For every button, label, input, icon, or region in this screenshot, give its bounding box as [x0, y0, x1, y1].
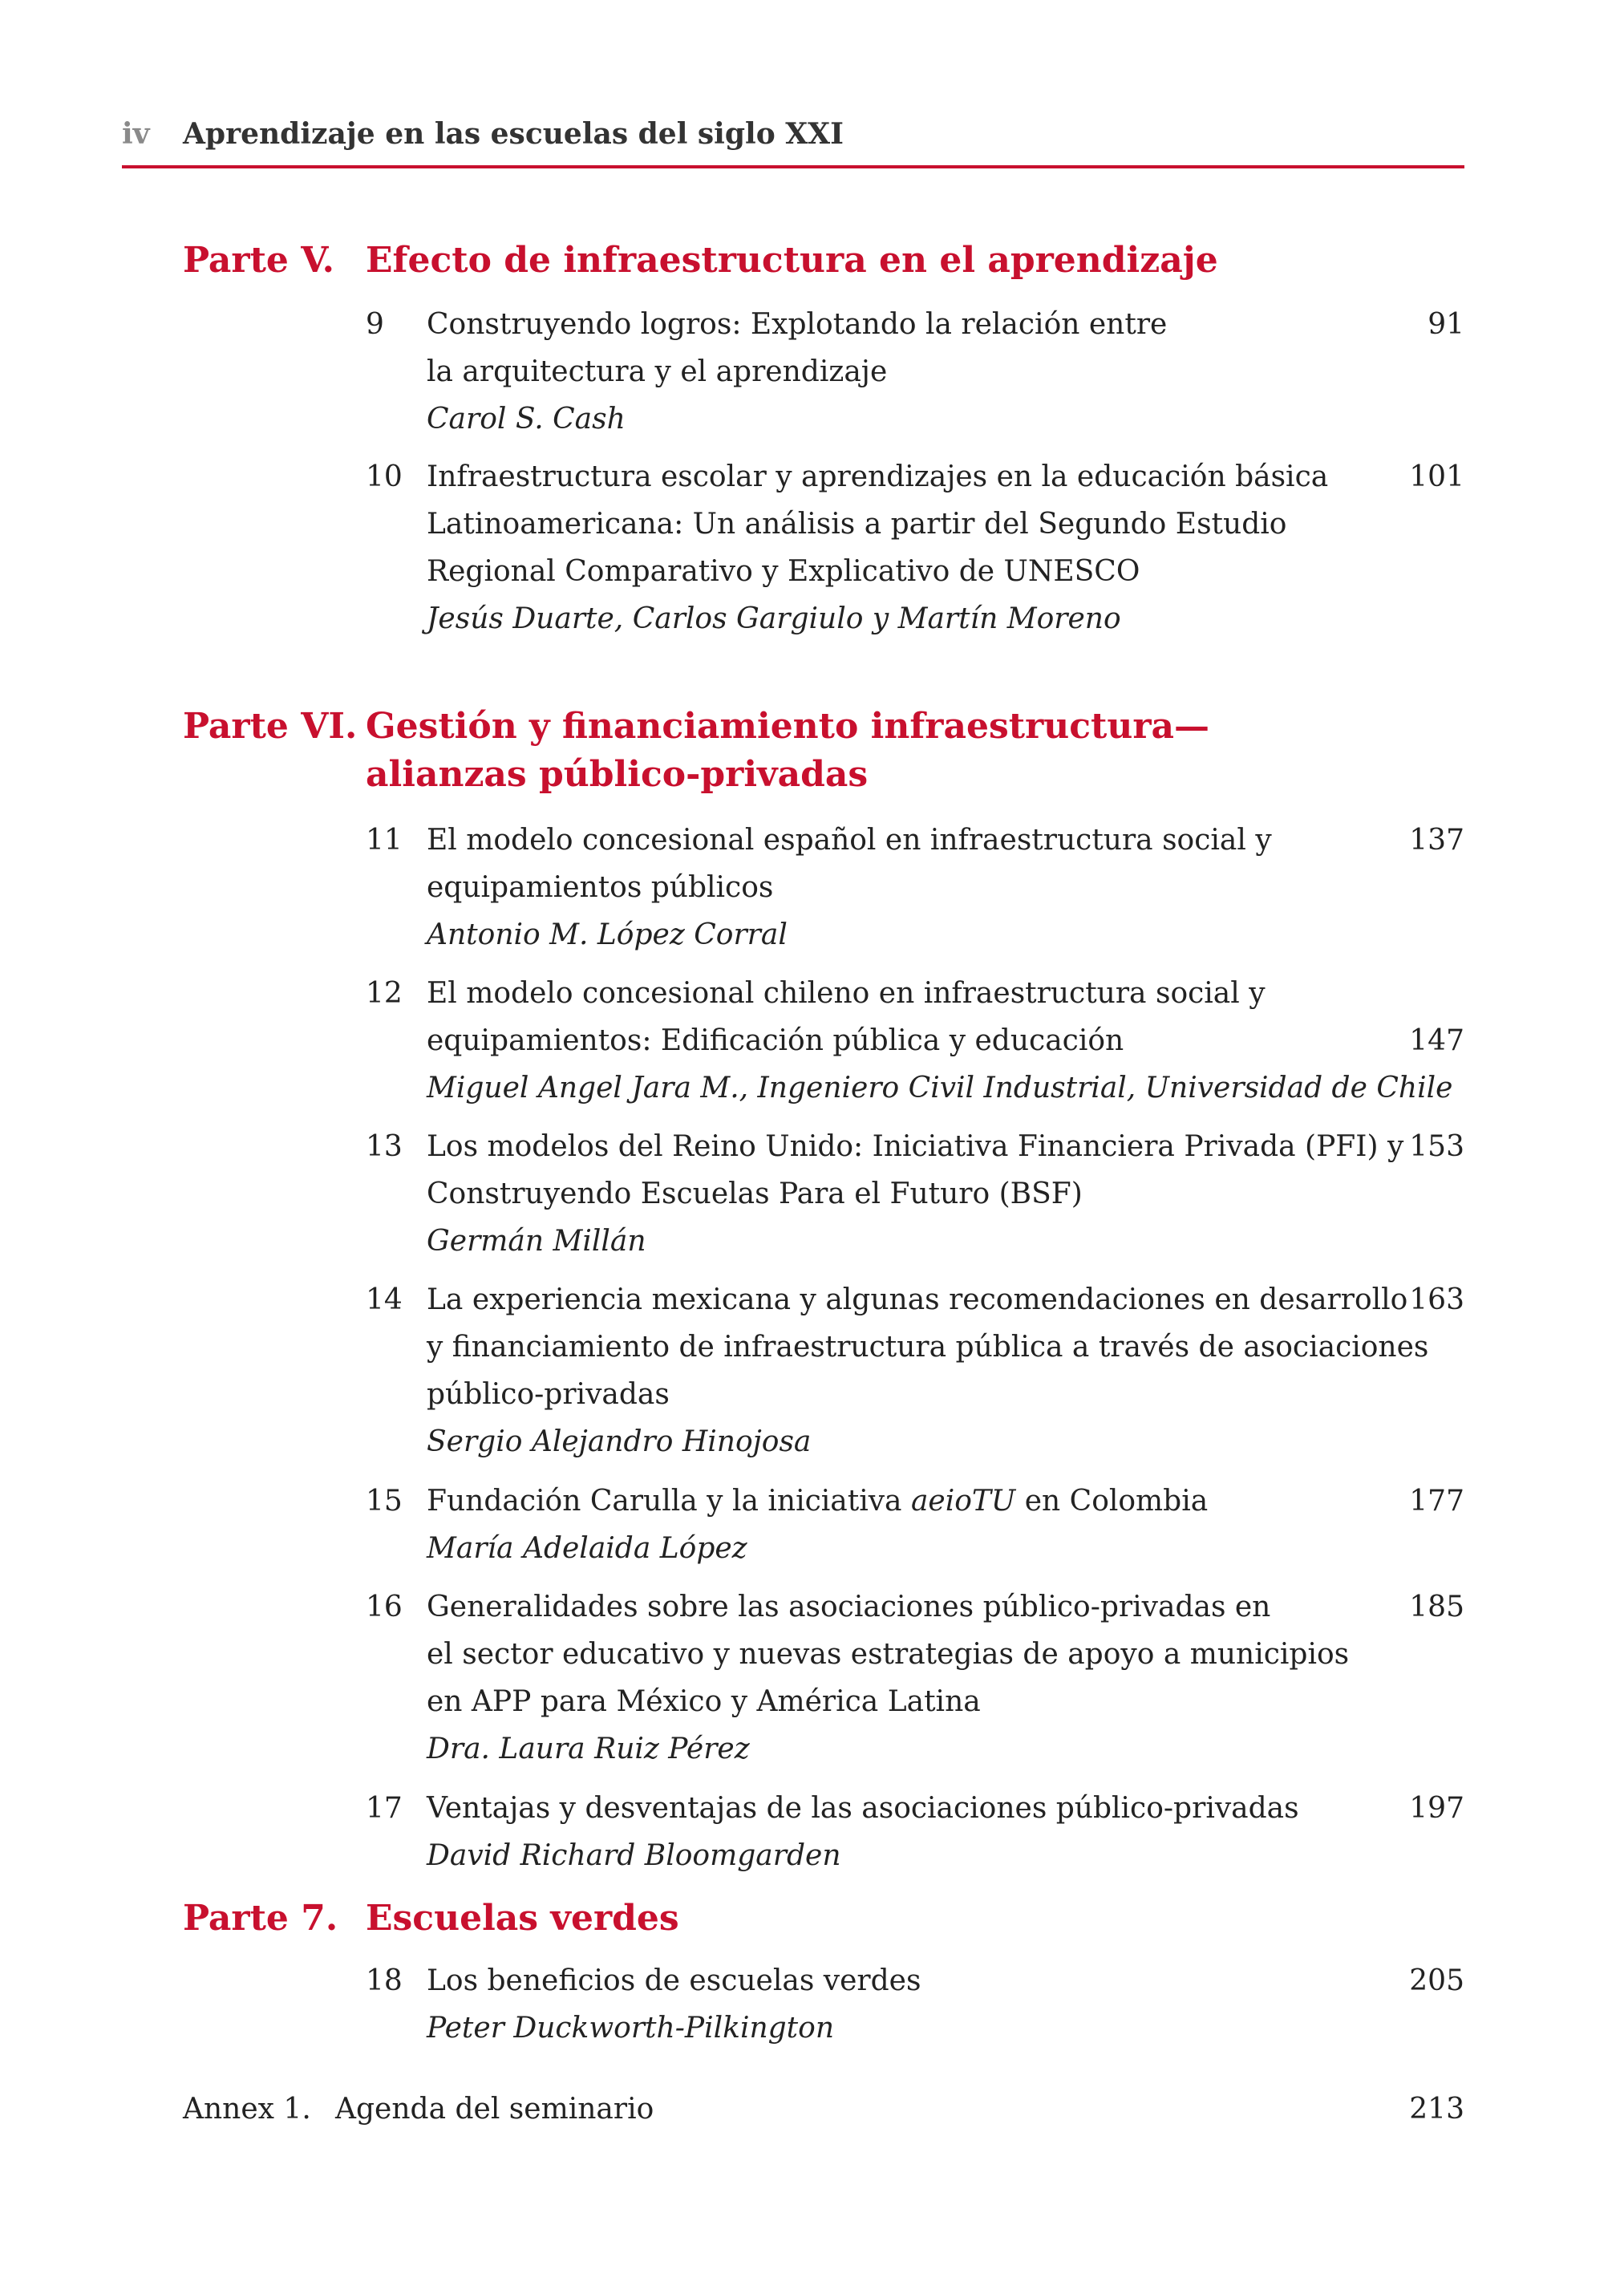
chapter-title-line: el sector educativo y nuevas estrategias de apoyo a municipios — [427, 1638, 1350, 1671]
chapter-title-line: La experiencia mexicana y algunas recomendaciones en desarrollo — [427, 1283, 1408, 1316]
chapter-title-line: público-privadas — [427, 1378, 670, 1411]
chapter-author: Miguel Angel Jara M., Ingeniero Civil Industrial, Universidad de Chile — [427, 1072, 1453, 1104]
annex-label: Annex 1. — [183, 2093, 311, 2126]
chapter-title-line: El modelo concesional español en infraestructura social y — [427, 824, 1272, 857]
chapter-page: 137 — [1409, 824, 1464, 857]
chapter-title-line: equipamientos públicos — [427, 871, 774, 904]
chapter-page: 205 — [1409, 1964, 1464, 1997]
chapter-title-line: la arquitectura y el aprendizaje — [427, 355, 888, 388]
chapter-number: 14 — [366, 1283, 403, 1316]
part-title: Gestión y financiamiento infraestructura— — [366, 706, 1210, 747]
chapter-author: Carol S. Cash — [427, 403, 626, 436]
chapter-title-line: y financiamiento de infraestructura pública a través de asociaciones — [427, 1331, 1429, 1364]
chapter-body — [427, 817, 1333, 959]
chapter-page: 153 — [1409, 1130, 1464, 1163]
chapter-number: 13 — [366, 1130, 403, 1163]
chapter-title-line: en APP para México y América Latina — [427, 1685, 981, 1718]
chapter-title-prefix: Fundación Carulla y la iniciativa — [427, 1485, 911, 1518]
chapter-page: 91 — [1428, 308, 1464, 341]
chapter-page: 163 — [1409, 1283, 1464, 1316]
chapter-author: Jesús Duarte, Carlos Gargiulo y Martín Moreno — [427, 602, 1121, 635]
chapter-title-line: Los beneficios de escuelas verdes — [427, 1964, 921, 1997]
chapter-author: Germán Millán — [427, 1225, 646, 1258]
part-title: Efecto de infraestructura en el aprendizaje — [366, 240, 1218, 281]
chapter-body — [427, 453, 1333, 642]
chapter-title-line: Los modelos del Reino Unido: Iniciativa Financiera Privada (PFI) y — [427, 1130, 1404, 1163]
part-title: alianzas público-privadas — [366, 754, 869, 795]
chapter-body — [427, 1957, 1333, 2052]
chapter-body — [427, 1123, 1404, 1265]
chapter-title-line: El modelo concesional chileno en infraestructura social y — [427, 977, 1266, 1010]
chapter-title-suffix: en Colombia — [1015, 1485, 1209, 1518]
chapter-author: Sergio Alejandro Hinojosa — [427, 1425, 812, 1458]
running-header — [122, 109, 1464, 168]
chapter-number: 12 — [366, 977, 403, 1010]
chapter-title-line: Regional Comparativo y Explicativo de UNESCO — [427, 555, 1140, 588]
part-title: Escuelas verdes — [366, 1898, 679, 1939]
chapter-body — [427, 1276, 1429, 1465]
chapter-title-line: Infraestructura escolar y aprendizajes en la educación básica — [427, 460, 1329, 493]
chapter-body — [427, 301, 1333, 443]
chapter-author: Dra. Laura Ruiz Pérez — [427, 1733, 750, 1765]
part-label: Parte VI. — [183, 706, 358, 747]
chapter-author: Antonio M. López Corral — [427, 918, 788, 951]
chapter-title-line: equipamientos: Edificación pública y educación — [427, 1024, 1124, 1057]
chapter-title-line: Construyendo logros: Explotando la relación entre — [427, 308, 1168, 341]
chapter-number: 16 — [366, 1591, 403, 1623]
chapter-number: 18 — [366, 1964, 403, 1997]
chapter-author: David Richard Bloomgarden — [427, 1839, 841, 1872]
header-book-title: Aprendizaje en las escuelas del siglo XXI — [183, 117, 844, 151]
chapter-page: 197 — [1409, 1792, 1464, 1825]
chapter-title-italic: aeioTU — [910, 1485, 1016, 1518]
header-page-number: iv — [122, 117, 150, 151]
chapter-number: 15 — [366, 1485, 403, 1518]
chapter-page: 147 — [1409, 1024, 1464, 1057]
chapter-page: 185 — [1409, 1591, 1464, 1623]
chapter-title-line: Construyendo Escuelas Para el Futuro (BSF) — [427, 1177, 1083, 1210]
chapter-title-line: Latinoamericana: Un análisis a partir del Segundo Estudio — [427, 508, 1287, 541]
chapter-body — [427, 1477, 1333, 1572]
chapter-title-line — [427, 1477, 1333, 1525]
chapter-page: 101 — [1409, 460, 1464, 493]
chapter-title-line: Generalidades sobre las asociaciones público-privadas en — [427, 1591, 1271, 1623]
chapter-body — [427, 1785, 1333, 1879]
chapter-author: Peter Duckworth-Pilkington — [427, 2012, 835, 2045]
chapter-number: 17 — [366, 1792, 403, 1825]
chapter-title-line: Ventajas y desventajas de las asociaciones público-privadas — [427, 1792, 1299, 1825]
part-label: Parte V. — [183, 240, 334, 281]
chapter-author: María Adelaida López — [427, 1532, 747, 1565]
part-label: Parte 7. — [183, 1898, 338, 1939]
chapter-number: 10 — [366, 460, 403, 493]
annex-page: 213 — [1409, 2093, 1464, 2126]
chapter-number: 9 — [366, 308, 384, 341]
chapter-page: 177 — [1409, 1485, 1464, 1518]
annex-title: Agenda del seminario — [335, 2093, 654, 2126]
chapter-body — [427, 1583, 1350, 1773]
chapter-number: 11 — [366, 824, 403, 857]
